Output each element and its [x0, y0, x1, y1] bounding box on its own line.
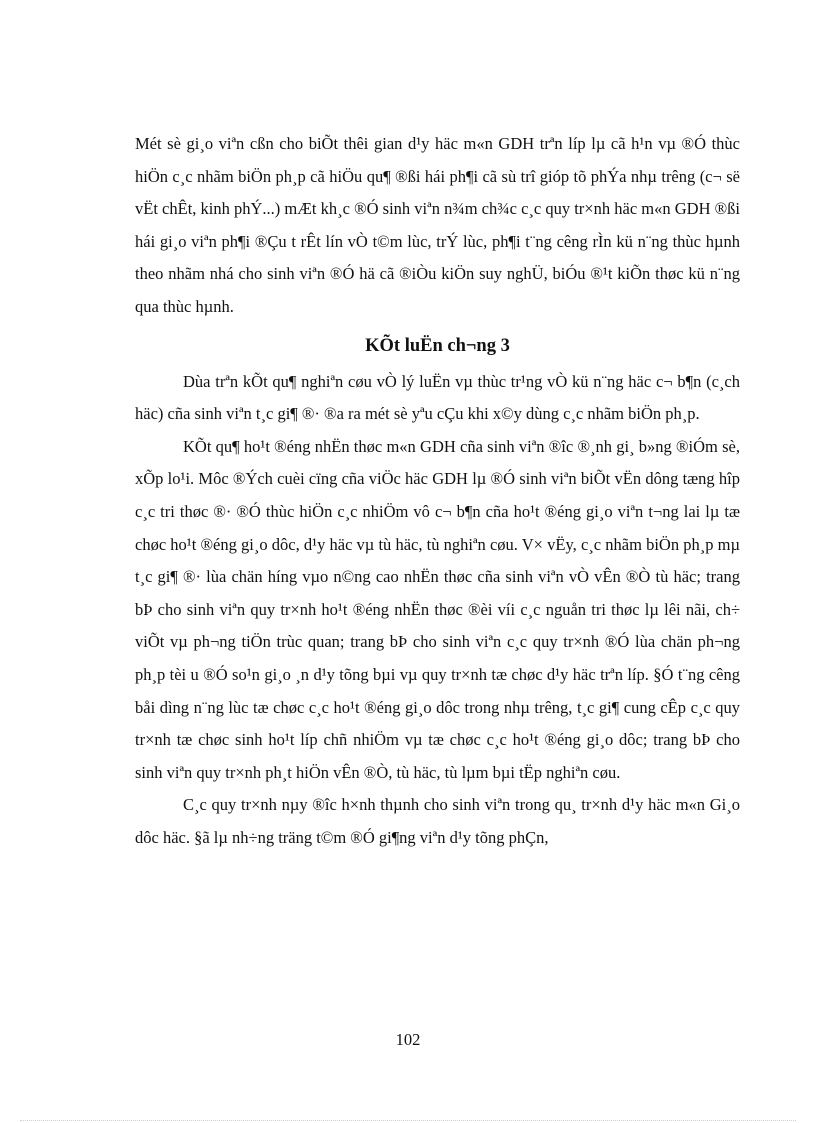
body-paragraph: C¸c quy tr×nh nµy ®îc h×nh thµnh cho sinh viªn trong qu¸ tr×nh d¹y häc m«n Gi¸o dôc häc. §ã lµ nh÷ng träng t©m ®Ó gi¶ng viªn d¹y tõng phÇn,	[135, 795, 740, 847]
body-paragraph: Dùa trªn kÕt qu¶ nghiªn cøu vÒ lý luËn vµ thùc tr¹ng vÒ kü n¨ng häc c¬ b¶n (c¸ch häc) cña sinh viªn t¸c gi¶ ®· ®a ra mét sè yªu cÇu khi x©y dùng c¸c nhãm biÖn ph¸p.	[135, 371, 740, 424]
body-paragraph: KÕt qu¶ ho¹t ®éng nhËn thøc m«n GDH cña sinh viªn ®îc ®¸nh gi¸ b»ng ®iÓm sè, xÕp lo¹i. Môc ®Ých cuèi cïng cña viÖc häc GDH lµ ®Ó sinh viªn biÕt vËn dông tæng hîp c¸c tri thøc ®· ®Ó thùc hiÖn c¸c nhiÖm vô c¬ b¶n cña ho¹t ®éng gi¸o viªn t¬ng lai lµ tæ chøc ho¹t ®éng gi¸o dôc, d¹y häc vµ tù häc, tù nghiªn cøu. V× vËy, c¸c nhãm biÖn ph¸p mµ t¸c gi¶ ®· lùa chän híng vµo n©ng cao nhËn thøc cña sinh viªn vÒ vÊn ®Ò tù häc; trang bÞ cho sinh viªn quy tr×nh ho¹t ®éng nhËn thøc ®èi víi c¸c nguån tri thøc lµ lêi nãi, ch÷ viÕt vµ ph¬ng tiÖn trùc quan; trang bÞ cho sinh viªn c¸c quy tr×nh ®Ó lùa chän ph¬ng ph¸p tèi u ®Ó so¹n gi¸o ¸n d¹y tõng bµi vµ quy tr×nh tæ chøc d¹y häc trªn líp. §Ó t¨ng cêng båi dìng n¨ng lùc tæ chøc c¸c ho¹t ®éng gi¸o dôc trong nhµ trêng, t¸c gi¶ cung cÊp c¸c quy tr×nh tæ chøc sinh ho¹t líp chñ nhiÖm vµ tæ chøc c¸c ho¹t ®éng gi¸o dôc; trang bÞ cho sinh viªn quy tr×nh ph¸t hiÖn vÊn ®Ò, tù häc, tù lµm bµi tËp nghiªn cøu.	[135, 436, 740, 782]
page-bottom-divider	[20, 1120, 796, 1121]
body-paragraph: Mét sè gi¸o viªn cßn cho biÕt thêi gian d¹y häc m«n GDH trªn líp lµ cã h¹n vµ ®Ó thùc hiÖn c¸c nhãm biÖn ph¸p cã hiÖu qu¶ ®ßi hái ph¶i cã sù trî gióp tõ phÝa nhµ trêng (c¬ së vËt chÊt, kinh phÝ...) mÆt kh¸c ®Ó sinh viªn n¾m ch¾c c¸c quy tr×nh häc m«n GDH ®ßi hái gi¸o viªn ph¶i ®Çu t rÊt lín vÒ t©m lùc, trÝ lùc, ph¶i t¨ng cêng rÌn kü n¨ng thùc hµnh theo nhãm nhá cho sinh viªn ®Ó hä cã ®iÒu kiÖn suy nghÜ, biÓu ®¹t kiÕn thøc kü n¨ng qua thùc hµnh.	[135, 134, 740, 316]
section-heading: KÕt luËn ch¬ng 3	[365, 335, 510, 356]
page-number: 102	[395, 1030, 421, 1049]
page-body	[135, 128, 740, 854]
